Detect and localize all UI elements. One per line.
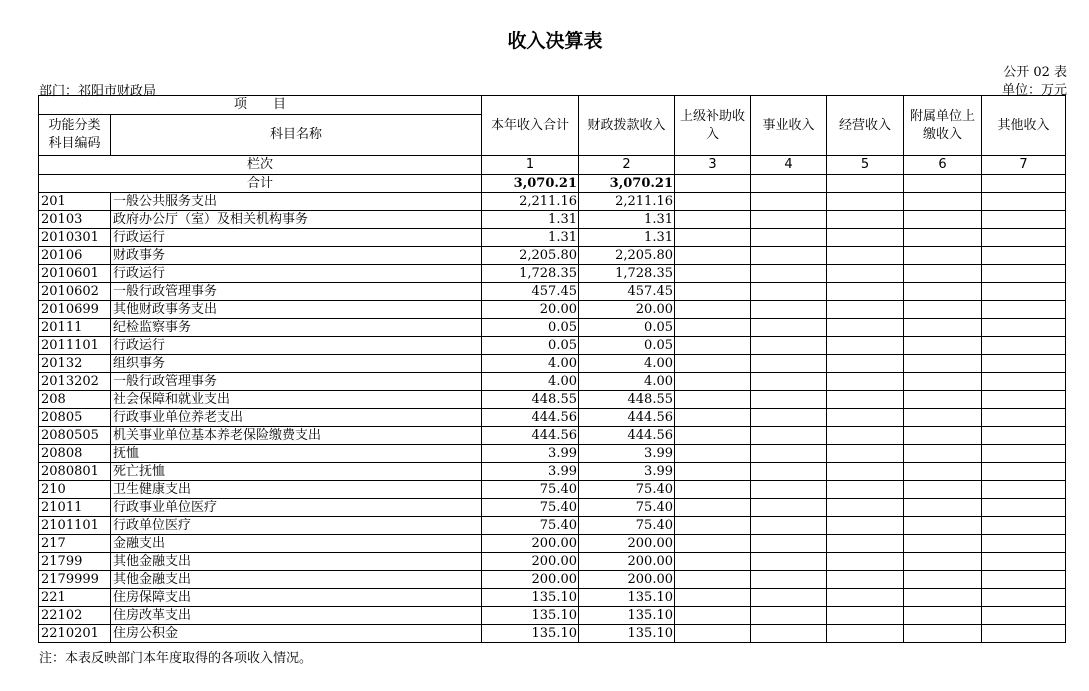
empty-cell: [982, 301, 1066, 319]
row-name: 财政事务: [111, 247, 482, 265]
empty-cell: [751, 625, 827, 643]
empty-cell: [827, 553, 904, 571]
empty-cell: [904, 445, 982, 463]
empty-cell: [751, 229, 827, 247]
table-row: [39, 571, 1066, 589]
row-code: 208: [39, 391, 111, 409]
empty-cell: [827, 193, 904, 211]
row-value-1: 1.31: [482, 229, 579, 247]
table-row: [39, 355, 1066, 373]
row-name: 行政运行: [111, 229, 482, 247]
empty-cell: [982, 319, 1066, 337]
row-name: 社会保障和就业支出: [111, 391, 482, 409]
empty-cell: [982, 265, 1066, 283]
col-header-3: 上级补助收入: [675, 96, 751, 156]
row-name: 一般行政管理事务: [111, 283, 482, 301]
table-row: [39, 463, 1066, 481]
empty-cell: [675, 391, 751, 409]
row-value-1: 444.56: [482, 409, 579, 427]
row-code: 2010601: [39, 265, 111, 283]
page-title: 收入决算表: [507, 30, 603, 52]
row-value-2: 1.31: [579, 211, 675, 229]
empty-cell: [982, 445, 1066, 463]
row-name: 其他金融支出: [111, 571, 482, 589]
row-value-2: 135.10: [579, 625, 675, 643]
empty-cell: [982, 607, 1066, 625]
empty-cell: [675, 427, 751, 445]
empty-cell: [751, 355, 827, 373]
empty-cell: [675, 553, 751, 571]
row-code: 2013202: [39, 373, 111, 391]
table-row: [39, 499, 1066, 517]
empty-cell: [675, 607, 751, 625]
empty-cell: [982, 625, 1066, 643]
empty-cell: [982, 517, 1066, 535]
empty-cell: [827, 247, 904, 265]
table-row: [39, 337, 1066, 355]
row-value-2: 0.05: [579, 319, 675, 337]
department-label: 部门：祁阳市财政局: [39, 84, 157, 99]
row-name: 组织事务: [111, 355, 482, 373]
row-name: 抚恤: [111, 445, 482, 463]
empty-cell: [675, 355, 751, 373]
empty-cell: [675, 535, 751, 553]
empty-cell: [982, 193, 1066, 211]
row-value-1: 4.00: [482, 373, 579, 391]
row-name: 卫生健康支出: [111, 481, 482, 499]
row-code: 20106: [39, 247, 111, 265]
empty-cell: [827, 445, 904, 463]
empty-cell: [827, 589, 904, 607]
empty-cell: [982, 499, 1066, 517]
empty-cell: [675, 283, 751, 301]
empty-cell: [904, 553, 982, 571]
empty-cell: [675, 625, 751, 643]
row-code: 21799: [39, 553, 111, 571]
empty-cell: [751, 553, 827, 571]
row-value-2: 75.40: [579, 499, 675, 517]
empty-cell: [675, 499, 751, 517]
total-label: 合计: [39, 175, 482, 193]
total-value-2: 3,070.21: [579, 175, 675, 193]
col-no: 4: [751, 156, 827, 175]
row-value-2: 135.10: [579, 589, 675, 607]
empty-cell: [675, 247, 751, 265]
empty-cell: [675, 463, 751, 481]
row-name: 住房公积金: [111, 625, 482, 643]
empty-cell: [827, 337, 904, 355]
empty-cell: [827, 625, 904, 643]
row-code: 20805: [39, 409, 111, 427]
table-row: [39, 229, 1066, 247]
empty-cell: [751, 301, 827, 319]
empty-cell: [827, 535, 904, 553]
row-code: 201: [39, 193, 111, 211]
table-row: [39, 193, 1066, 211]
empty-cell: [827, 301, 904, 319]
table-row: [39, 283, 1066, 301]
empty-cell: [751, 337, 827, 355]
empty-cell: [827, 427, 904, 445]
row-name: 行政事业单位医疗: [111, 499, 482, 517]
empty-cell: [751, 481, 827, 499]
row-code: 221: [39, 589, 111, 607]
row-value-1: 3.99: [482, 463, 579, 481]
empty-cell: [675, 211, 751, 229]
row-name: 死亡抚恤: [111, 463, 482, 481]
row-value-1: 3.99: [482, 445, 579, 463]
income-table: [38, 95, 1066, 643]
row-name: 其他金融支出: [111, 553, 482, 571]
row-value-1: 4.00: [482, 355, 579, 373]
row-value-2: 2,211.16: [579, 193, 675, 211]
row-value-2: 3.99: [579, 463, 675, 481]
empty-cell: [675, 373, 751, 391]
empty-cell: [827, 211, 904, 229]
empty-cell: [751, 499, 827, 517]
empty-cell: [982, 355, 1066, 373]
row-code: 217: [39, 535, 111, 553]
total-value-1: 3,070.21: [482, 175, 579, 193]
empty-cell: [904, 499, 982, 517]
row-value-1: 448.55: [482, 391, 579, 409]
row-value-2: 444.56: [579, 409, 675, 427]
empty-cell: [827, 481, 904, 499]
table-row: [39, 607, 1066, 625]
table-row: [39, 301, 1066, 319]
empty-cell: [675, 337, 751, 355]
empty-cell: [751, 283, 827, 301]
empty-cell: [751, 319, 827, 337]
empty-cell: [982, 463, 1066, 481]
table-row: [39, 625, 1066, 643]
row-value-2: 0.05: [579, 337, 675, 355]
row-value-1: 200.00: [482, 535, 579, 553]
row-value-2: 200.00: [579, 553, 675, 571]
row-value-2: 1,728.35: [579, 265, 675, 283]
row-value-1: 75.40: [482, 481, 579, 499]
row-name: 金融支出: [111, 535, 482, 553]
empty-cell: [675, 517, 751, 535]
column-number-row: [39, 156, 1066, 175]
row-name: 机关事业单位基本养老保险缴费支出: [111, 427, 482, 445]
empty-cell: [982, 229, 1066, 247]
empty-cell: [675, 445, 751, 463]
row-value-2: 448.55: [579, 391, 675, 409]
empty-cell: [827, 391, 904, 409]
empty-cell: [982, 211, 1066, 229]
row-name: 行政运行: [111, 265, 482, 283]
row-value-1: 1,728.35: [482, 265, 579, 283]
empty-cell: [904, 355, 982, 373]
empty-cell: [982, 553, 1066, 571]
row-code: 2010301: [39, 229, 111, 247]
empty-cell: [904, 571, 982, 589]
table-row: [39, 391, 1066, 409]
empty-cell: [751, 589, 827, 607]
row-value-2: 4.00: [579, 373, 675, 391]
table-row: [39, 319, 1066, 337]
empty-cell: [675, 301, 751, 319]
col-header-1: 本年收入合计: [482, 96, 579, 156]
table-row: [39, 409, 1066, 427]
row-value-1: 200.00: [482, 553, 579, 571]
row-value-1: 0.05: [482, 337, 579, 355]
row-value-1: 135.10: [482, 589, 579, 607]
table-row: [39, 553, 1066, 571]
row-value-1: 444.56: [482, 427, 579, 445]
row-name: 行政单位医疗: [111, 517, 482, 535]
empty-cell: [904, 337, 982, 355]
empty-cell: [904, 283, 982, 301]
empty-cell: [675, 481, 751, 499]
table-row: [39, 373, 1066, 391]
col-no-label: 栏次: [39, 156, 482, 175]
empty-cell: [904, 409, 982, 427]
empty-cell: [751, 445, 827, 463]
empty-cell: [904, 625, 982, 643]
empty-cell: [827, 409, 904, 427]
row-value-1: 2,211.16: [482, 193, 579, 211]
empty-cell: [827, 571, 904, 589]
row-value-1: 0.05: [482, 319, 579, 337]
row-value-2: 1.31: [579, 229, 675, 247]
empty-cell: [751, 211, 827, 229]
empty-cell: [982, 337, 1066, 355]
empty-cell: [904, 517, 982, 535]
empty-cell: [904, 319, 982, 337]
row-name: 住房保障支出: [111, 589, 482, 607]
table-row: [39, 427, 1066, 445]
row-code: 20103: [39, 211, 111, 229]
code-header: 功能分类科目编码: [39, 115, 111, 156]
row-name: 纪检监察事务: [111, 319, 482, 337]
col-header-7: 其他收入: [982, 96, 1066, 156]
empty-cell: [904, 535, 982, 553]
empty-cell: [751, 463, 827, 481]
table-row: [39, 211, 1066, 229]
item-header: 项 目: [39, 96, 482, 115]
empty-cell: [904, 373, 982, 391]
row-value-2: 200.00: [579, 535, 675, 553]
row-code: 2080505: [39, 427, 111, 445]
form-number: 公开 02 表: [1003, 65, 1067, 80]
row-value-1: 135.10: [482, 625, 579, 643]
row-code: 22102: [39, 607, 111, 625]
row-code: 2010699: [39, 301, 111, 319]
empty-cell: [827, 499, 904, 517]
row-code: 21011: [39, 499, 111, 517]
row-value-2: 75.40: [579, 517, 675, 535]
empty-cell: [904, 211, 982, 229]
empty-cell: [751, 265, 827, 283]
row-value-1: 457.45: [482, 283, 579, 301]
row-value-1: 2,205.80: [482, 247, 579, 265]
table-row: [39, 481, 1066, 499]
col-no: 7: [982, 156, 1066, 175]
empty-cell: [827, 319, 904, 337]
empty-cell: [675, 571, 751, 589]
col-header-4: 事业收入: [751, 96, 827, 156]
row-code: 20808: [39, 445, 111, 463]
empty-cell: [904, 301, 982, 319]
empty-cell: [751, 571, 827, 589]
empty-cell: [751, 427, 827, 445]
empty-cell: [982, 373, 1066, 391]
col-header-2: 财政拨款收入: [579, 96, 675, 156]
empty-cell: [751, 517, 827, 535]
empty-cell: [827, 517, 904, 535]
empty-cell: [827, 283, 904, 301]
empty-cell: [675, 319, 751, 337]
empty-cell: [982, 481, 1066, 499]
row-code: 2210201: [39, 625, 111, 643]
empty-cell: [751, 535, 827, 553]
empty-cell: [982, 535, 1066, 553]
row-value-1: 75.40: [482, 499, 579, 517]
table-row: [39, 247, 1066, 265]
empty-cell: [904, 463, 982, 481]
empty-cell: [675, 265, 751, 283]
table-row: [39, 265, 1066, 283]
empty-cell: [827, 607, 904, 625]
table-row: [39, 517, 1066, 535]
empty-cell: [751, 373, 827, 391]
empty-cell: [904, 193, 982, 211]
empty-cell: [982, 571, 1066, 589]
empty-cell: [827, 463, 904, 481]
empty-cell: [904, 481, 982, 499]
row-name: 住房改革支出: [111, 607, 482, 625]
footnote: 注：本表反映部门本年度取得的各项收入情况。: [39, 651, 313, 666]
row-code: 2011101: [39, 337, 111, 355]
empty-cell: [827, 373, 904, 391]
row-value-2: 2,205.80: [579, 247, 675, 265]
empty-cell: [675, 193, 751, 211]
row-code: 20132: [39, 355, 111, 373]
row-value-1: 75.40: [482, 517, 579, 535]
empty-cell: [751, 391, 827, 409]
empty-cell: [827, 355, 904, 373]
name-header: 科目名称: [111, 115, 482, 156]
row-name: 政府办公厅（室）及相关机构事务: [111, 211, 482, 229]
row-name: 一般公共服务支出: [111, 193, 482, 211]
col-no: 6: [904, 156, 982, 175]
empty-cell: [982, 283, 1066, 301]
row-value-2: 20.00: [579, 301, 675, 319]
header-row-1: [39, 96, 1066, 115]
row-code: 2179999: [39, 571, 111, 589]
empty-cell: [751, 607, 827, 625]
empty-cell: [904, 391, 982, 409]
row-value-2: 135.10: [579, 607, 675, 625]
table-row: [39, 589, 1066, 607]
row-name: 其他财政事务支出: [111, 301, 482, 319]
row-name: 行政运行: [111, 337, 482, 355]
row-code: 210: [39, 481, 111, 499]
row-code: 2010602: [39, 283, 111, 301]
row-code: 2101101: [39, 517, 111, 535]
row-value-2: 4.00: [579, 355, 675, 373]
empty-cell: [675, 409, 751, 427]
col-no: 1: [482, 156, 579, 175]
empty-cell: [751, 409, 827, 427]
row-name: 行政事业单位养老支出: [111, 409, 482, 427]
empty-cell: [904, 589, 982, 607]
col-no: 5: [827, 156, 904, 175]
row-value-2: 75.40: [579, 481, 675, 499]
row-value-1: 200.00: [482, 571, 579, 589]
empty-cell: [982, 427, 1066, 445]
empty-cell: [827, 265, 904, 283]
empty-cell: [982, 409, 1066, 427]
row-value-2: 444.56: [579, 427, 675, 445]
empty-cell: [982, 589, 1066, 607]
row-value-2: 457.45: [579, 283, 675, 301]
empty-cell: [904, 265, 982, 283]
table-row: [39, 445, 1066, 463]
row-value-2: 200.00: [579, 571, 675, 589]
col-no: 2: [579, 156, 675, 175]
empty-cell: [982, 247, 1066, 265]
empty-cell: [904, 607, 982, 625]
row-name: 一般行政管理事务: [111, 373, 482, 391]
row-value-1: 1.31: [482, 211, 579, 229]
row-code: 20111: [39, 319, 111, 337]
empty-cell: [982, 391, 1066, 409]
empty-cell: [904, 427, 982, 445]
col-header-6: 附属单位上缴收入: [904, 96, 982, 156]
row-code: 2080801: [39, 463, 111, 481]
empty-cell: [675, 589, 751, 607]
row-value-2: 3.99: [579, 445, 675, 463]
table-row: [39, 535, 1066, 553]
empty-cell: [675, 229, 751, 247]
empty-cell: [904, 247, 982, 265]
empty-cell: [904, 229, 982, 247]
empty-cell: [751, 247, 827, 265]
unit-label: 单位：万元: [1001, 83, 1067, 98]
col-header-5: 经营收入: [827, 96, 904, 156]
row-value-1: 135.10: [482, 607, 579, 625]
col-no: 3: [675, 156, 751, 175]
empty-cell: [827, 229, 904, 247]
empty-cell: [751, 193, 827, 211]
total-row: [39, 175, 1066, 193]
row-value-1: 20.00: [482, 301, 579, 319]
